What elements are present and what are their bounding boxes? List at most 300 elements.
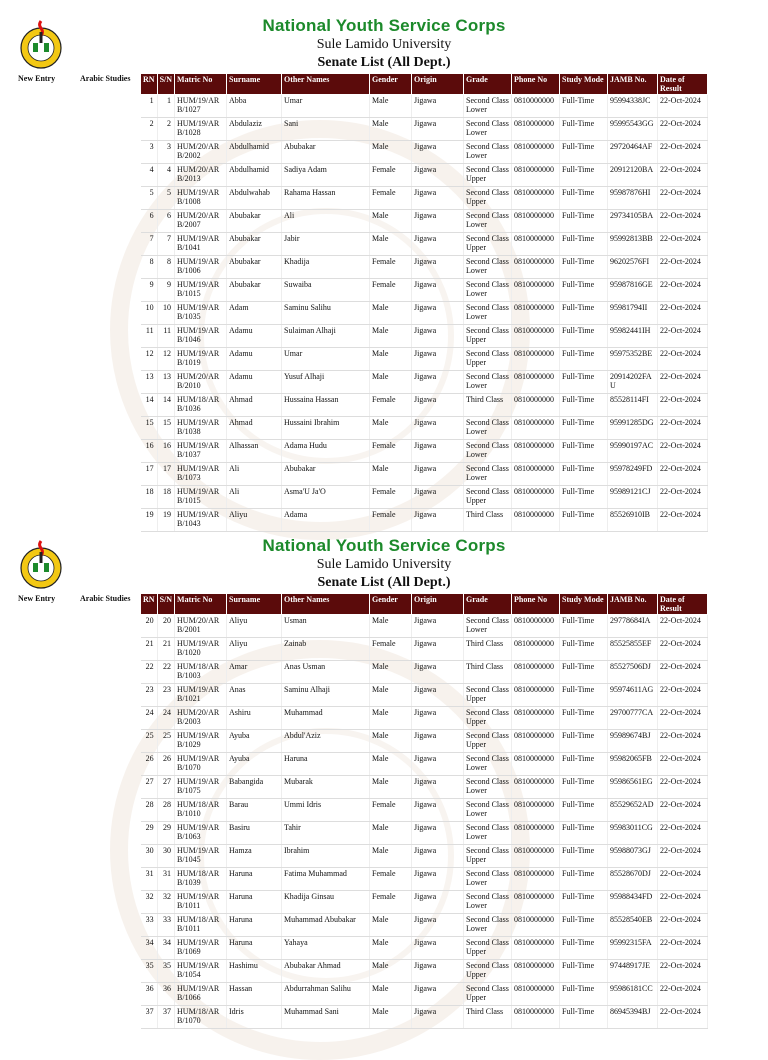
cell-phone-no: 0810000000	[512, 753, 560, 776]
cell-phone-no: 0810000000	[512, 95, 560, 118]
dept-label: Arabic Studies	[80, 74, 131, 83]
cell-other-names: Suwaiba	[282, 279, 370, 302]
cell-other-names: Haruna	[282, 753, 370, 776]
entry-label: New Entry	[18, 74, 56, 83]
cell-rn: 3	[141, 141, 158, 164]
senate-list-page-1	[0, 0, 768, 528]
cell-origin: Jigawa	[412, 371, 464, 394]
col-header-study-mode: Study Mode	[560, 594, 608, 615]
cell-gender: Female	[370, 279, 412, 302]
cell-surname: Hassan	[227, 983, 282, 1006]
cell-rn: 23	[141, 684, 158, 707]
cell-matric-no: HUM/19/AR B/1045	[175, 845, 227, 868]
table-row	[141, 960, 708, 983]
cell-rn: 32	[141, 891, 158, 914]
col-header-matric-no: Matric No	[175, 594, 227, 615]
cell-matric-no: HUM/19/AR B/1063	[175, 822, 227, 845]
cell-phone-no: 0810000000	[512, 845, 560, 868]
cell-date-of-result: 22-Oct-2024	[658, 1006, 708, 1029]
cell-gender: Male	[370, 348, 412, 371]
cell-matric-no: HUM/20/AR B/2001	[175, 615, 227, 638]
cell-date-of-result: 22-Oct-2024	[658, 256, 708, 279]
senate-table	[140, 73, 708, 532]
cell-surname: Ali	[227, 486, 282, 509]
cell-surname: Abdulaziz	[227, 118, 282, 141]
cell-rn: 29	[141, 822, 158, 845]
cell-matric-no: HUM/19/AR B/1035	[175, 302, 227, 325]
cell-matric-no: HUM/19/AR B/1075	[175, 776, 227, 799]
cell-matric-no: HUM/19/AR B/1015	[175, 279, 227, 302]
cell-origin: Jigawa	[412, 891, 464, 914]
cell-surname: Ahmad	[227, 394, 282, 417]
cell-other-names: Umar	[282, 95, 370, 118]
cell-surname: Haruna	[227, 914, 282, 937]
cell-origin: Jigawa	[412, 279, 464, 302]
cell-other-names: Tahir	[282, 822, 370, 845]
cell-origin: Jigawa	[412, 868, 464, 891]
cell-other-names: Adama	[282, 509, 370, 532]
cell-phone-no: 0810000000	[512, 371, 560, 394]
cell-sn: 28	[157, 799, 174, 822]
cell-jamb-no: 95982065FB	[608, 753, 658, 776]
cell-matric-no: HUM/18/AR B/1070	[175, 1006, 227, 1029]
cell-sn: 31	[157, 868, 174, 891]
cell-sn: 30	[157, 845, 174, 868]
cell-matric-no: HUM/19/AR B/1037	[175, 440, 227, 463]
cell-surname: Adamu	[227, 348, 282, 371]
cell-grade: Second Class Lower	[464, 371, 512, 394]
cell-surname: Adamu	[227, 325, 282, 348]
cell-phone-no: 0810000000	[512, 799, 560, 822]
table-row	[141, 141, 708, 164]
cell-jamb-no: 95995543GG	[608, 118, 658, 141]
cell-gender: Female	[370, 868, 412, 891]
cell-origin: Jigawa	[412, 394, 464, 417]
cell-date-of-result: 22-Oct-2024	[658, 118, 708, 141]
cell-rn: 5	[141, 187, 158, 210]
cell-matric-no: HUM/20/AR B/2010	[175, 371, 227, 394]
cell-rn: 35	[141, 960, 158, 983]
cell-sn: 2	[157, 118, 174, 141]
cell-gender: Male	[370, 325, 412, 348]
cell-sn: 16	[157, 440, 174, 463]
cell-jamb-no: 85527506DJ	[608, 661, 658, 684]
cell-surname: Ashiru	[227, 707, 282, 730]
cell-rn: 7	[141, 233, 158, 256]
cell-grade: Second Class Lower	[464, 914, 512, 937]
cell-surname: Haruna	[227, 868, 282, 891]
cell-jamb-no: 29720464AF	[608, 141, 658, 164]
cell-origin: Jigawa	[412, 233, 464, 256]
cell-gender: Male	[370, 141, 412, 164]
cell-study-mode: Full-Time	[560, 210, 608, 233]
table-row	[141, 707, 708, 730]
cell-gender: Male	[370, 95, 412, 118]
cell-study-mode: Full-Time	[560, 776, 608, 799]
cell-other-names: Muhammad	[282, 707, 370, 730]
cell-surname: Amar	[227, 661, 282, 684]
cell-sn: 37	[157, 1006, 174, 1029]
cell-sn: 21	[157, 638, 174, 661]
cell-date-of-result: 22-Oct-2024	[658, 325, 708, 348]
col-header-surname: Surname	[227, 74, 282, 95]
cell-phone-no: 0810000000	[512, 730, 560, 753]
table-row	[141, 463, 708, 486]
cell-jamb-no: 29734105BA	[608, 210, 658, 233]
cell-origin: Jigawa	[412, 937, 464, 960]
cell-study-mode: Full-Time	[560, 937, 608, 960]
cell-surname: Abba	[227, 95, 282, 118]
senate-list-page-2	[0, 520, 768, 1024]
cell-gender: Male	[370, 707, 412, 730]
cell-other-names: Muhammad Abubakar	[282, 914, 370, 937]
cell-matric-no: HUM/19/AR B/1021	[175, 684, 227, 707]
list-title: Senate List (All Dept.)	[317, 55, 451, 70]
cell-other-names: Jabir	[282, 233, 370, 256]
cell-rn: 13	[141, 371, 158, 394]
col-header-grade: Grade	[464, 74, 512, 95]
cell-gender: Male	[370, 1006, 412, 1029]
cell-sn: 8	[157, 256, 174, 279]
cell-grade: Second Class Upper	[464, 486, 512, 509]
cell-other-names: Umar	[282, 348, 370, 371]
cell-sn: 20	[157, 615, 174, 638]
table-row	[141, 615, 708, 638]
cell-grade: Second Class Lower	[464, 463, 512, 486]
cell-jamb-no: 95978249FD	[608, 463, 658, 486]
cell-date-of-result: 22-Oct-2024	[658, 279, 708, 302]
cell-sn: 13	[157, 371, 174, 394]
cell-date-of-result: 22-Oct-2024	[658, 730, 708, 753]
cell-sn: 12	[157, 348, 174, 371]
cell-phone-no: 0810000000	[512, 1006, 560, 1029]
cell-other-names: Abubakar	[282, 141, 370, 164]
cell-origin: Jigawa	[412, 348, 464, 371]
col-header-gender: Gender	[370, 74, 412, 95]
cell-gender: Male	[370, 822, 412, 845]
cell-phone-no: 0810000000	[512, 164, 560, 187]
cell-grade: Second Class Lower	[464, 210, 512, 233]
cell-origin: Jigawa	[412, 822, 464, 845]
cell-grade: Second Class Lower	[464, 279, 512, 302]
cell-other-names: Zainab	[282, 638, 370, 661]
cell-date-of-result: 22-Oct-2024	[658, 615, 708, 638]
cell-matric-no: HUM/19/AR B/1028	[175, 118, 227, 141]
table-row	[141, 302, 708, 325]
col-header-other-names: Other Names	[282, 594, 370, 615]
cell-matric-no: HUM/20/AR B/2013	[175, 164, 227, 187]
cell-grade: Second Class Upper	[464, 233, 512, 256]
cell-jamb-no: 95986561EG	[608, 776, 658, 799]
cell-study-mode: Full-Time	[560, 684, 608, 707]
cell-phone-no: 0810000000	[512, 776, 560, 799]
cell-sn: 18	[157, 486, 174, 509]
cell-surname: Barau	[227, 799, 282, 822]
cell-jamb-no: 85528114FI	[608, 394, 658, 417]
col-header-rn: RN	[141, 594, 158, 615]
cell-grade: Second Class Lower	[464, 118, 512, 141]
cell-grade: Second Class Upper	[464, 960, 512, 983]
cell-gender: Male	[370, 210, 412, 233]
cell-jamb-no: 97448917JE	[608, 960, 658, 983]
cell-jamb-no: 95992315FA	[608, 937, 658, 960]
cell-jamb-no: 95987876HI	[608, 187, 658, 210]
cell-matric-no: HUM/19/AR B/1038	[175, 417, 227, 440]
cell-matric-no: HUM/19/AR B/1043	[175, 509, 227, 532]
cell-origin: Jigawa	[412, 776, 464, 799]
cell-gender: Female	[370, 509, 412, 532]
cell-surname: Abubakar	[227, 279, 282, 302]
cell-rn: 17	[141, 463, 158, 486]
cell-grade: Second Class Lower	[464, 302, 512, 325]
cell-surname: Ayuba	[227, 753, 282, 776]
cell-gender: Male	[370, 661, 412, 684]
cell-rn: 9	[141, 279, 158, 302]
cell-grade: Second Class Upper	[464, 730, 512, 753]
cell-sn: 5	[157, 187, 174, 210]
cell-origin: Jigawa	[412, 141, 464, 164]
cell-origin: Jigawa	[412, 960, 464, 983]
cell-date-of-result: 22-Oct-2024	[658, 371, 708, 394]
cell-gender: Male	[370, 118, 412, 141]
table-row	[141, 1006, 708, 1029]
cell-surname: Ayuba	[227, 730, 282, 753]
col-header-origin: Origin	[412, 74, 464, 95]
cell-rn: 20	[141, 615, 158, 638]
col-header-matric-no: Matric No	[175, 74, 227, 95]
cell-study-mode: Full-Time	[560, 486, 608, 509]
cell-sn: 14	[157, 394, 174, 417]
cell-gender: Male	[370, 730, 412, 753]
cell-phone-no: 0810000000	[512, 914, 560, 937]
cell-study-mode: Full-Time	[560, 302, 608, 325]
table-row	[141, 661, 708, 684]
cell-other-names: Khadija Ginsau	[282, 891, 370, 914]
cell-matric-no: HUM/19/AR B/1011	[175, 891, 227, 914]
cell-date-of-result: 22-Oct-2024	[658, 891, 708, 914]
cell-rn: 24	[141, 707, 158, 730]
cell-other-names: Ali	[282, 210, 370, 233]
cell-gender: Female	[370, 256, 412, 279]
cell-grade: Second Class Lower	[464, 868, 512, 891]
cell-phone-no: 0810000000	[512, 638, 560, 661]
cell-origin: Jigawa	[412, 799, 464, 822]
cell-grade: Second Class Lower	[464, 776, 512, 799]
cell-matric-no: HUM/19/AR B/1046	[175, 325, 227, 348]
cell-phone-no: 0810000000	[512, 937, 560, 960]
cell-rn: 1	[141, 95, 158, 118]
cell-date-of-result: 22-Oct-2024	[658, 210, 708, 233]
cell-gender: Male	[370, 615, 412, 638]
cell-gender: Female	[370, 440, 412, 463]
cell-rn: 16	[141, 440, 158, 463]
col-header-date-of-result: Date of Result	[658, 594, 708, 615]
cell-jamb-no: 95988073GJ	[608, 845, 658, 868]
cell-date-of-result: 22-Oct-2024	[658, 868, 708, 891]
cell-date-of-result: 22-Oct-2024	[658, 776, 708, 799]
cell-date-of-result: 22-Oct-2024	[658, 684, 708, 707]
cell-date-of-result: 22-Oct-2024	[658, 638, 708, 661]
cell-study-mode: Full-Time	[560, 187, 608, 210]
cell-sn: 6	[157, 210, 174, 233]
cell-other-names: Sadiya Adam	[282, 164, 370, 187]
cell-surname: Aliyu	[227, 509, 282, 532]
cell-surname: Alhassan	[227, 440, 282, 463]
cell-grade: Second Class Lower	[464, 417, 512, 440]
cell-grade: Second Class Upper	[464, 983, 512, 1006]
cell-date-of-result: 22-Oct-2024	[658, 141, 708, 164]
cell-study-mode: Full-Time	[560, 891, 608, 914]
cell-grade: Third Class	[464, 638, 512, 661]
cell-study-mode: Full-Time	[560, 95, 608, 118]
cell-origin: Jigawa	[412, 615, 464, 638]
cell-origin: Jigawa	[412, 661, 464, 684]
cell-rn: 19	[141, 509, 158, 532]
col-header-phone-no: Phone No	[512, 594, 560, 615]
cell-jamb-no: 20914202FA U	[608, 371, 658, 394]
table-row	[141, 822, 708, 845]
cell-other-names: Asma'U Ja'O	[282, 486, 370, 509]
cell-matric-no: HUM/18/AR B/1039	[175, 868, 227, 891]
cell-surname: Adam	[227, 302, 282, 325]
cell-matric-no: HUM/19/AR B/1015	[175, 486, 227, 509]
cell-surname: Ahmad	[227, 417, 282, 440]
cell-study-mode: Full-Time	[560, 256, 608, 279]
cell-rn: 33	[141, 914, 158, 937]
cell-rn: 26	[141, 753, 158, 776]
cell-phone-no: 0810000000	[512, 822, 560, 845]
cell-phone-no: 0810000000	[512, 707, 560, 730]
cell-grade: Second Class Upper	[464, 845, 512, 868]
cell-origin: Jigawa	[412, 845, 464, 868]
table-row	[141, 486, 708, 509]
cell-grade: Third Class	[464, 394, 512, 417]
cell-study-mode: Full-Time	[560, 509, 608, 532]
cell-matric-no: HUM/18/AR B/1010	[175, 799, 227, 822]
cell-study-mode: Full-Time	[560, 845, 608, 868]
col-header-phone-no: Phone No	[512, 74, 560, 95]
cell-gender: Male	[370, 845, 412, 868]
table-row	[141, 638, 708, 661]
cell-rn: 15	[141, 417, 158, 440]
cell-sn: 36	[157, 983, 174, 1006]
cell-other-names: Rahama Hassan	[282, 187, 370, 210]
cell-rn: 6	[141, 210, 158, 233]
cell-jamb-no: 29700777CA	[608, 707, 658, 730]
cell-matric-no: HUM/19/AR B/1027	[175, 95, 227, 118]
cell-grade: Second Class Upper	[464, 325, 512, 348]
cell-study-mode: Full-Time	[560, 463, 608, 486]
cell-jamb-no: 29778684IA	[608, 615, 658, 638]
col-header-sn: S/N	[157, 74, 174, 95]
cell-jamb-no: 95975352BE	[608, 348, 658, 371]
cell-origin: Jigawa	[412, 440, 464, 463]
cell-other-names: Abdurrahman Salihu	[282, 983, 370, 1006]
cell-grade: Second Class Lower	[464, 822, 512, 845]
cell-gender: Male	[370, 914, 412, 937]
cell-jamb-no: 20912120BA	[608, 164, 658, 187]
cell-date-of-result: 22-Oct-2024	[658, 983, 708, 1006]
table-row	[141, 937, 708, 960]
cell-jamb-no: 95989674BJ	[608, 730, 658, 753]
cell-other-names: Anas Usman	[282, 661, 370, 684]
table-row	[141, 914, 708, 937]
cell-origin: Jigawa	[412, 707, 464, 730]
cell-study-mode: Full-Time	[560, 417, 608, 440]
cell-rn: 22	[141, 661, 158, 684]
cell-jamb-no: 85529652AD	[608, 799, 658, 822]
cell-phone-no: 0810000000	[512, 983, 560, 1006]
cell-study-mode: Full-Time	[560, 118, 608, 141]
col-header-study-mode: Study Mode	[560, 74, 608, 95]
col-header-surname: Surname	[227, 594, 282, 615]
cell-other-names: Abubakar	[282, 463, 370, 486]
table-row	[141, 983, 708, 1006]
header-row	[141, 74, 708, 95]
cell-jamb-no: 96202576FI	[608, 256, 658, 279]
table-row	[141, 868, 708, 891]
cell-date-of-result: 22-Oct-2024	[658, 822, 708, 845]
cell-date-of-result: 22-Oct-2024	[658, 417, 708, 440]
cell-date-of-result: 22-Oct-2024	[658, 661, 708, 684]
cell-jamb-no: 85528540EB	[608, 914, 658, 937]
cell-surname: Abubakar	[227, 233, 282, 256]
col-header-sn: S/N	[157, 594, 174, 615]
cell-other-names: Ummi Idris	[282, 799, 370, 822]
col-header-jamb-no: JAMB No.	[608, 594, 658, 615]
col-header-other-names: Other Names	[282, 74, 370, 95]
cell-matric-no: HUM/19/AR B/1069	[175, 937, 227, 960]
cell-study-mode: Full-Time	[560, 822, 608, 845]
cell-study-mode: Full-Time	[560, 371, 608, 394]
cell-phone-no: 0810000000	[512, 684, 560, 707]
cell-study-mode: Full-Time	[560, 914, 608, 937]
cell-origin: Jigawa	[412, 753, 464, 776]
col-header-rn: RN	[141, 74, 158, 95]
cell-date-of-result: 22-Oct-2024	[658, 440, 708, 463]
cell-matric-no: HUM/19/AR B/1041	[175, 233, 227, 256]
table-row	[141, 325, 708, 348]
cell-other-names: Yahaya	[282, 937, 370, 960]
cell-origin: Jigawa	[412, 187, 464, 210]
cell-other-names: Abdul'Aziz	[282, 730, 370, 753]
cell-other-names: Saminu Alhaji	[282, 684, 370, 707]
cell-phone-no: 0810000000	[512, 615, 560, 638]
cell-other-names: Abubakar Ahmad	[282, 960, 370, 983]
cell-jamb-no: 95983011CG	[608, 822, 658, 845]
cell-phone-no: 0810000000	[512, 118, 560, 141]
cell-grade: Second Class Upper	[464, 348, 512, 371]
cell-jamb-no: 95981794II	[608, 302, 658, 325]
cell-surname: Babangida	[227, 776, 282, 799]
table-row	[141, 417, 708, 440]
cell-matric-no: HUM/20/AR B/2002	[175, 141, 227, 164]
cell-other-names: Hussaini Ibrahim	[282, 417, 370, 440]
cell-surname: Basiru	[227, 822, 282, 845]
senate-table	[140, 593, 708, 1029]
cell-grade: Second Class Lower	[464, 95, 512, 118]
cell-gender: Male	[370, 371, 412, 394]
cell-origin: Jigawa	[412, 463, 464, 486]
table-row	[141, 279, 708, 302]
cell-study-mode: Full-Time	[560, 638, 608, 661]
cell-gender: Male	[370, 463, 412, 486]
cell-matric-no: HUM/19/AR B/1066	[175, 983, 227, 1006]
cell-rn: 25	[141, 730, 158, 753]
col-header-gender: Gender	[370, 594, 412, 615]
cell-other-names: Fatima Muhammad	[282, 868, 370, 891]
cell-gender: Female	[370, 486, 412, 509]
